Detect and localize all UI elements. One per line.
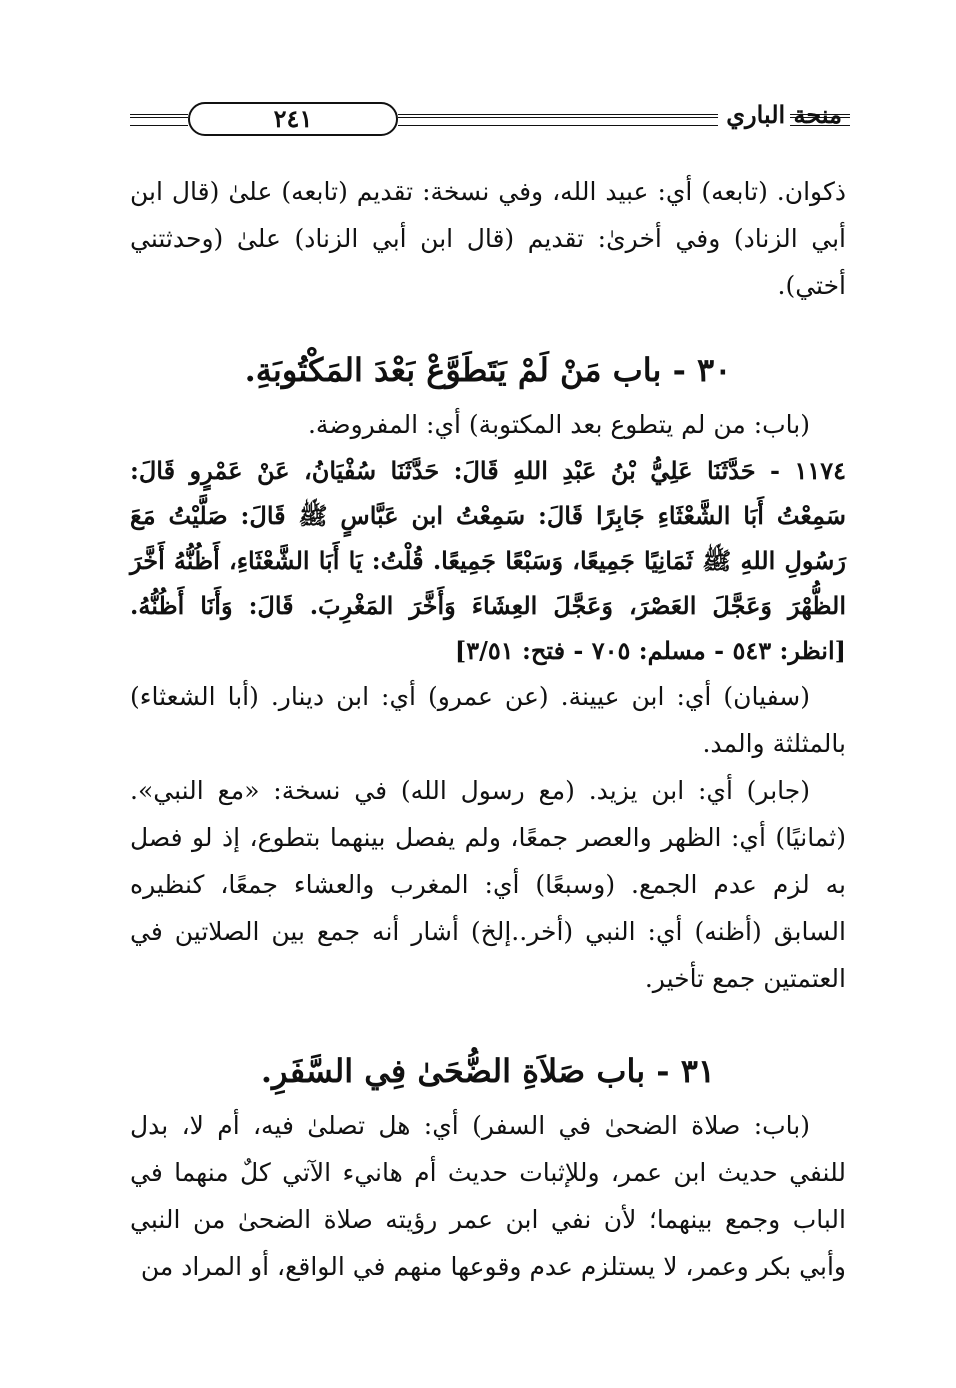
header-rule-left bbox=[130, 114, 188, 126]
header-rule-right bbox=[790, 114, 850, 126]
page-body bbox=[130, 168, 846, 1290]
intro-paragraph: ذكوان. (تابعه) أي: عبيد الله، وفي نسخة: تقديم (تابعه) علىٰ (قال ابن أبي الزناد) وفي أخرىٰ: تقديم (قال ابن أبي الزناد) علىٰ (وحدثتني أختي). bbox=[130, 177, 846, 300]
chapter-30-heading: ٣٠ - باب مَنْ لَمْ يَتَطَوَّعْ بَعْدَ المَكْتُوبَةِ. bbox=[244, 351, 732, 389]
running-title: منحة الباري bbox=[718, 100, 850, 129]
running-header bbox=[130, 96, 850, 148]
commentary-jabir: (جابر) أي: ابن يزيد. (مع رسول الله) في نسخة: «مع النبي». (ثمانيًا) أي: الظهر والعصر جمعًا، ولم يفصل بينهما بتطوع، إذ لو فصل به لزم عدم الجمع. (وسبعًا) أي: المغرب والعشاء جمعًا، كنظيره السابق (أظنه) أي: النبي (أخر..إلخ) أشار أنه جمع بين الصلاتين في العتمتين جمع تأخير. bbox=[130, 776, 846, 993]
hadith-1174: ١١٧٤ - حَدَّثَنَا عَلِيُّ بْنُ عَبْدِ اللهِ قَالَ: حَدَّثَنَا سُفْيَانُ، عَنْ عَمْرٍو قَالَ: سَمِعْتُ أَبَا الشَّعْثَاءِ جَابِرًا قَالَ: سَمِعْتُ ابن عَبَّاسٍ ﷺ قَالَ: صَلَّيْتُ مَعَ رَسُولِ اللهِ ﷺ ثَمَانِيًا جَمِيعًا، وَسَبْعًا جَمِيعًا. قُلْتُ: يَا أَبَا الشَّعْثَاءِ، أَظُنُّهُ أَخَّرَ الظُّهْرَ وَعَجَّلَ العَصْرَ، وَعَجَّلَ العِشَاءَ وَأَخَّرَ المَغْرِبَ. قَالَ: وَأَنَا أَظُنُّهُ. [انظر: ٥٤٣ - مسلم: ٧٠٥ - فتح: ٣/٥١] bbox=[130, 456, 847, 665]
chapter-31-heading: ٣١ - باب صَلاَةِ الضُّحَىٰ فِي السَّفَرِ. bbox=[260, 1052, 716, 1090]
chapter-30-commentary: (باب: من لم يتطوع بعد المكتوبة) أي: المفروضة. bbox=[307, 410, 810, 439]
page-number: ٢٤١ bbox=[188, 102, 398, 136]
header-rule-middle bbox=[398, 114, 758, 126]
commentary-sufyan: (سفيان) أي: ابن عيينة. (عن عمرو) أي: ابن دينار. (أبا الشعثاء) بالمثلثة والمد. bbox=[130, 682, 846, 758]
chapter-31-commentary: (باب: صلاة الضحىٰ في السفر) أي: هل تصلىٰ فيه، أم لا، بدل للنفي حديث ابن عمر، وللإثبات حديث أم هانيء الآتي كلٌ منهما في الباب وجمع بينهما؛ لأن نفي ابن عمر رؤيته صلاة الضحىٰ من النبي وأبي بكر وعمر، لا يستلزم عدم وقوعها منهم في الواقع، أو المراد من bbox=[130, 1111, 846, 1281]
